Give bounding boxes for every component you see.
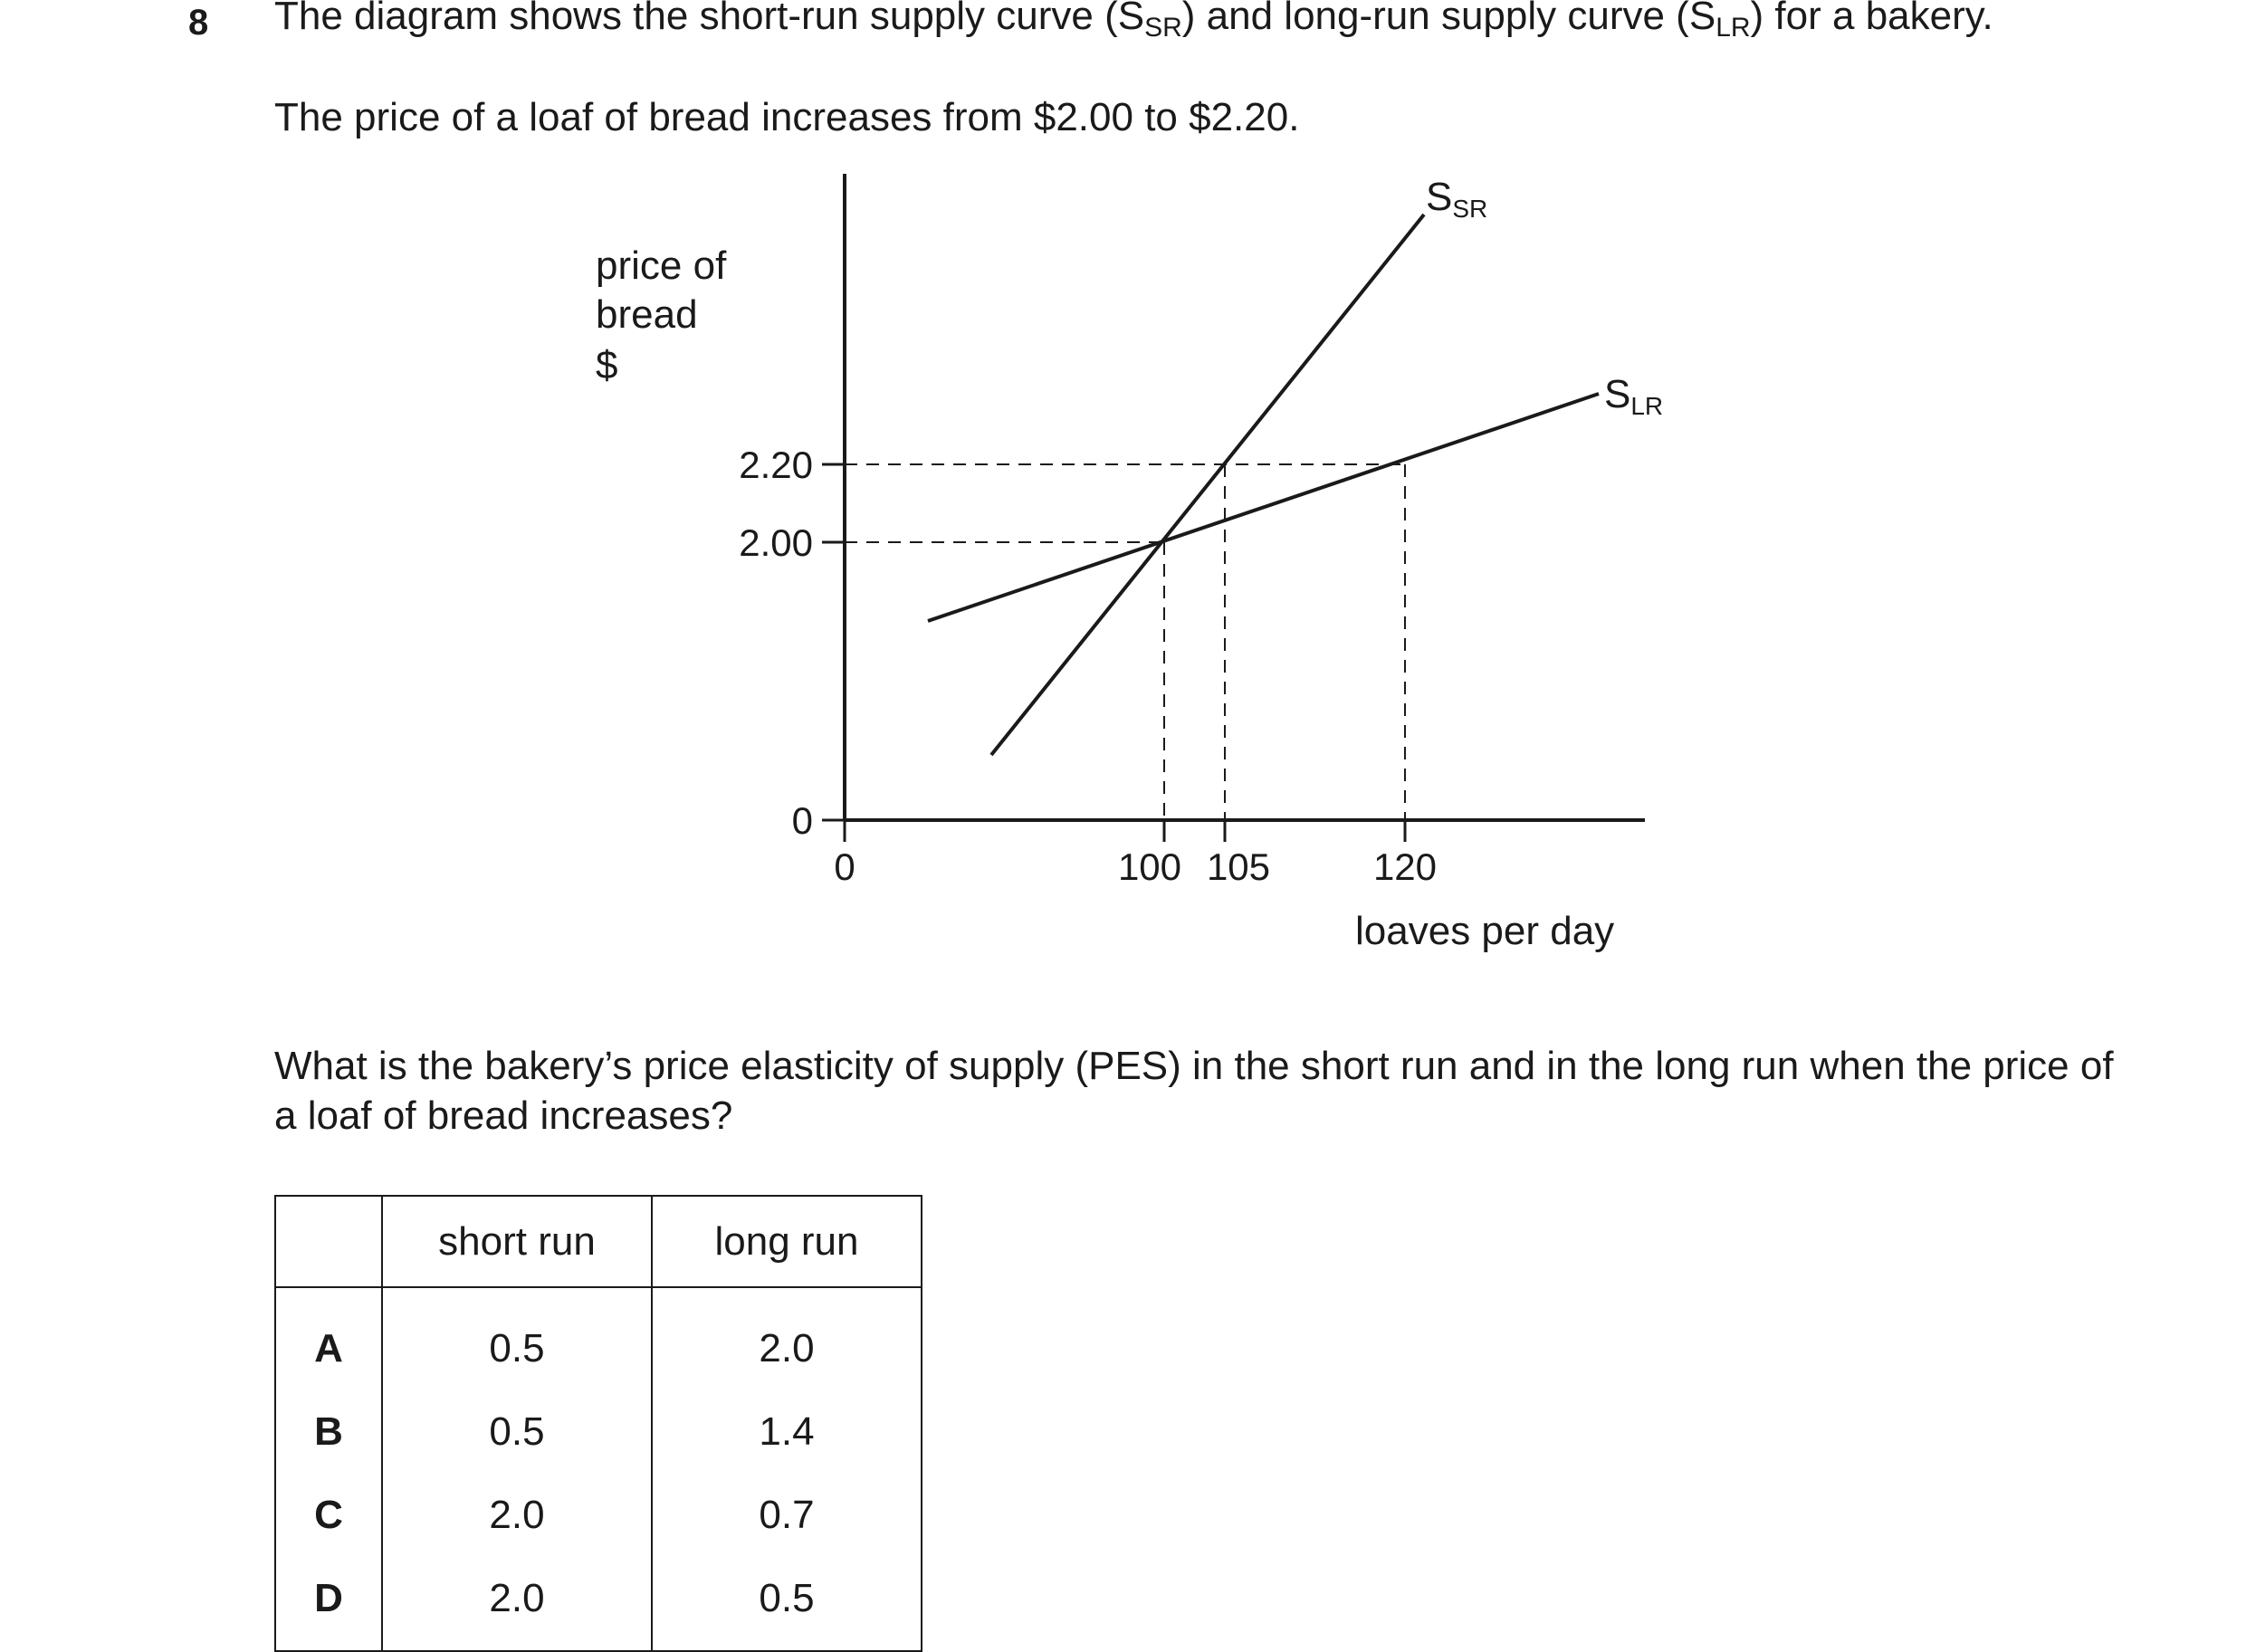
table-header-row (275, 1196, 922, 1287)
sr-label-main: S (1426, 175, 1453, 219)
y-tick-label-2-00: 2.00 (739, 521, 813, 564)
intro-text-b: ) and long-run supply curve (S (1181, 0, 1716, 38)
intro-text-a: The diagram shows the short-run supply curve (S (274, 0, 1145, 38)
intro-text-c: ) for a bakery. (1750, 0, 1993, 38)
option-row-d[interactable] (275, 1557, 922, 1651)
x-axis-label: loaves per day (1355, 909, 1615, 953)
x-tick-label-105: 105 (1206, 845, 1271, 888)
price-change-statement: The price of a loaf of bread increases from $2.00 to $2.20. (274, 95, 1300, 139)
header-long-run: long run (652, 1196, 922, 1287)
x-tick-label-120: 120 (1372, 845, 1438, 888)
intro-subscript-lr: LR (1716, 13, 1751, 43)
header-letter-cell (275, 1196, 382, 1287)
option-short-run-value: 2.0 (382, 1474, 652, 1557)
y-axis-label-line-3: $ (596, 343, 618, 387)
option-letter: A (275, 1287, 382, 1390)
option-short-run-value: 2.0 (382, 1557, 652, 1651)
short-run-curve-label (1426, 175, 1487, 223)
option-letter: D (275, 1557, 382, 1651)
option-short-run-value: 0.5 (382, 1390, 652, 1474)
option-long-run-value: 1.4 (652, 1390, 922, 1474)
option-row-b[interactable] (275, 1390, 922, 1474)
intro-subscript-sr: SR (1144, 13, 1182, 43)
option-short-run-value: 0.5 (382, 1287, 652, 1390)
y-tick-label-2-20: 2.20 (739, 444, 813, 486)
sr-label-sub: SR (1452, 195, 1488, 223)
long-run-supply-curve (928, 394, 1599, 621)
option-long-run-value: 2.0 (652, 1287, 922, 1390)
y-axis-label-line-2: bread (596, 292, 698, 337)
lr-label-sub: LR (1630, 392, 1664, 420)
y-axis-label-line-1: price of (596, 244, 727, 288)
x-tick-label-0: 0 (834, 845, 855, 888)
option-long-run-value: 0.5 (652, 1557, 922, 1651)
answer-options-table (274, 1195, 922, 1652)
short-run-supply-curve (991, 215, 1424, 755)
x-tick-label-100: 100 (1117, 845, 1182, 888)
option-row-a[interactable] (275, 1287, 922, 1390)
option-letter: B (275, 1390, 382, 1474)
lr-label-main: S (1604, 372, 1631, 416)
question-number: 8 (188, 3, 209, 43)
option-long-run-value: 0.7 (652, 1474, 922, 1557)
y-tick-label-0: 0 (791, 799, 813, 842)
option-row-c[interactable] (275, 1474, 922, 1557)
header-short-run: short run (382, 1196, 652, 1287)
question-prompt: What is the bakery’s price elasticity of supply (PES) in the short run and in the long run when the price of a loaf of bread increases? (274, 1044, 2114, 1138)
option-letter: C (275, 1474, 382, 1557)
long-run-curve-label (1604, 372, 1663, 420)
